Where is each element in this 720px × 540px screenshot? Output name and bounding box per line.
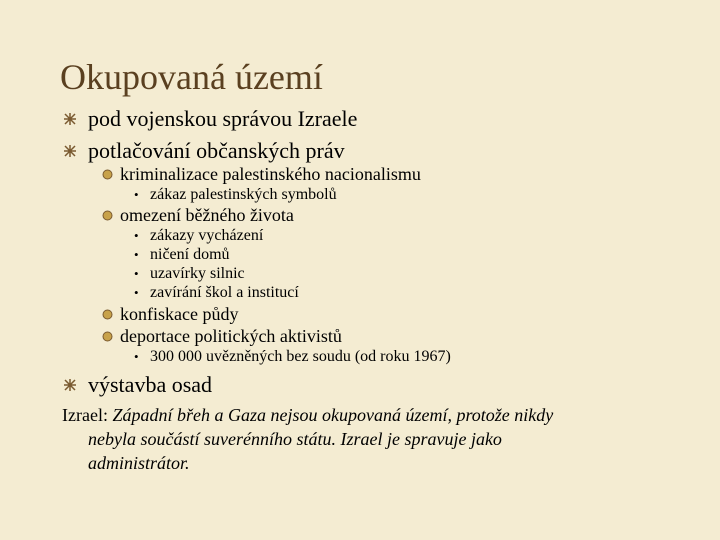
dot-bullet-icon: •	[134, 187, 139, 202]
flag-bullet-icon	[63, 144, 77, 158]
note-line: administrátor.	[88, 453, 190, 473]
bullet-item: zavírání škol a institucí	[150, 284, 299, 301]
bullet-item: výstavba osad	[88, 372, 213, 397]
note-line: nebyla součástí suverénního státu. Izrael je spravuje jako	[88, 429, 502, 449]
bullet-item: deportace politických aktivistů	[120, 326, 342, 346]
bullet-item: kriminalizace palestinského nacionalismu	[120, 164, 421, 184]
bullet-item: potlačování občanských práv	[88, 138, 345, 163]
diamond-bullet-icon	[102, 210, 113, 221]
slide-title: Okupovaná území	[60, 57, 323, 97]
bullet-item: zákaz palestinských symbolů	[150, 186, 337, 203]
bullet-item: uzavírky silnic	[150, 265, 245, 282]
bullet-item: pod vojenskou správou Izraele	[88, 106, 358, 131]
dot-bullet-icon: •	[134, 247, 139, 262]
dot-bullet-icon: •	[134, 285, 139, 300]
bullet-item: 300 000 uvězněných bez soudu (od roku 1967)	[150, 348, 451, 365]
bullet-item: zákazy vycházení	[150, 227, 264, 244]
note-paragraph	[62, 403, 662, 475]
bullet-item: konfiskace půdy	[120, 304, 239, 324]
bullet-item: ničení domů	[150, 246, 230, 263]
diamond-bullet-icon	[102, 331, 113, 342]
bullet-item: omezení běžného života	[120, 205, 294, 225]
note-line: Západní břeh a Gaza nejsou okupovaná území, protože nikdy	[107, 405, 554, 425]
flag-bullet-icon	[63, 112, 77, 126]
diamond-bullet-icon	[102, 309, 113, 320]
dot-bullet-icon: •	[134, 266, 139, 281]
diamond-bullet-icon	[102, 169, 113, 180]
note-lead: Izrael:	[62, 405, 108, 425]
dot-bullet-icon: •	[134, 349, 139, 364]
flag-bullet-icon	[63, 378, 77, 392]
dot-bullet-icon: •	[134, 228, 139, 243]
